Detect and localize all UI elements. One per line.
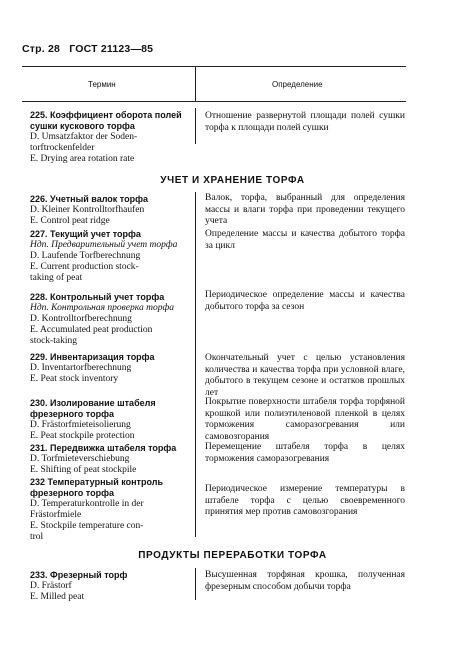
column-divider xyxy=(195,568,196,600)
term-translation: E. Milled peat xyxy=(30,592,85,602)
term-deprecated: Ндп. Предварительный учет торфа xyxy=(30,240,178,250)
definition-226: Валок, торфа, выбранный для определения массы и влаги торфа при проведении текущего учета xyxy=(205,193,405,226)
term-title: 229. Инвентаризация торфа xyxy=(30,352,155,362)
term-translation: E. Drying area rotation rate xyxy=(30,154,135,164)
column-divider xyxy=(195,66,196,102)
term-translation: D. Inventartorfberechnung xyxy=(30,363,132,373)
term-translation: stock-taking xyxy=(30,336,77,346)
term-225 xyxy=(30,110,192,165)
term-228 xyxy=(30,292,192,347)
term-229 xyxy=(30,352,192,385)
term-translation: D. Temperaturkontrolle in der xyxy=(30,499,144,509)
term-230 xyxy=(30,398,192,442)
term-translation: E. Shifting of peat stockpile xyxy=(30,465,137,475)
definition-230: Покрытие поверхности штабеля торфа торфяной крошкой или полиэтиленовой пленкой в целях торможения саморазогревания или самовозгорания xyxy=(205,397,405,442)
term-translation: D. Laufende Torfberechnung xyxy=(30,251,141,261)
term-233 xyxy=(30,570,192,603)
term-translation: torftrockenfelder xyxy=(30,143,95,153)
term-translation: E. Peat stock inventory xyxy=(30,374,119,384)
term-deprecated: Ндп. Контрольная проверка торфа xyxy=(30,303,174,313)
term-translation: E. Stockpile temperature con- xyxy=(30,521,144,531)
term-translation: E. Control peat ridge xyxy=(30,216,110,226)
term-translation: E. Accumulated peat production xyxy=(30,325,153,335)
column-divider xyxy=(195,192,196,537)
definition-233: Высушенная торфяная крошка, полученная фрезерным способом добычи торфа xyxy=(205,570,405,592)
term-231 xyxy=(30,443,192,476)
definition-231: Перемещение штабеля торфа в целях торможения саморазогревания xyxy=(205,442,405,464)
page-header xyxy=(22,43,159,55)
term-column-header: Термин xyxy=(88,80,116,89)
definition-232: Периодическое измерение температуры в штабеле торфа с целью своевременного принятия мер против самовозгорания xyxy=(205,484,405,517)
definition-228: Периодическое определение массы и качества добытого торфа за сезон xyxy=(205,290,405,312)
term-translation: D. Frästorfmieteisolierung xyxy=(30,420,131,430)
term-232 xyxy=(30,477,192,543)
term-translation: D. Kleiner Kontrolltorfhaufen xyxy=(30,205,145,215)
table-header-rule xyxy=(22,101,406,102)
standard-code: ГОСТ 21123—85 xyxy=(69,43,154,55)
definition-column-header: Определение xyxy=(272,80,323,89)
term-title: 230. Изолирование штабеля фрезерного торфа xyxy=(30,398,156,419)
term-227 xyxy=(30,229,192,284)
term-title: 227. Текущий учет торфа xyxy=(30,229,141,239)
term-translation: D. Torfmieteverschiebung xyxy=(30,454,130,464)
column-divider xyxy=(195,108,196,144)
term-translation: D. Umsatzfaktor der Soden- xyxy=(30,132,138,142)
term-translation: trol xyxy=(30,532,44,542)
term-title: 225. Коэффициент оборота полей сушки кускового торфа xyxy=(30,110,182,131)
definition-229: Окончательный учет с целью установления количества и качества торфа при условной влаге, добытого в текущем сезоне и остатков прошлых лет xyxy=(205,353,405,398)
term-title: 228. Контрольный учет торфа xyxy=(30,292,165,302)
term-226 xyxy=(30,194,192,227)
table-top-rule xyxy=(22,66,406,67)
term-translation: E. Current production stock- xyxy=(30,262,139,272)
term-translation: taking of peat xyxy=(30,273,83,283)
term-title: 232 Температурный контроль фрезерного торфа xyxy=(30,477,163,498)
term-title: 231. Передвижка штабеля торфа xyxy=(30,443,177,453)
term-translation: Frästorfmiele xyxy=(30,510,82,520)
term-translation: D. Frästorf xyxy=(30,581,72,591)
section-heading: ПРОДУКТЫ ПЕРЕРАБОТКИ ТОРФА xyxy=(138,550,327,561)
term-title: 233. Фрезерный торф xyxy=(30,570,128,580)
definition-227: Определение массы и качества добытого торфа за цикл xyxy=(205,229,405,251)
term-translation: D. Kontrolltorfberechnung xyxy=(30,314,132,324)
section-heading: УЧЕТ И ХРАНЕНИЕ ТОРФА xyxy=(160,175,305,186)
page-number: Стр. 28 xyxy=(22,43,61,55)
term-translation: E. Peat stockpile protection xyxy=(30,431,135,441)
definition-225: Отношение развернутой площади полей сушки торфа к площади полей сушки xyxy=(205,111,405,133)
term-title: 226. Учетный валок торфа xyxy=(30,194,148,204)
